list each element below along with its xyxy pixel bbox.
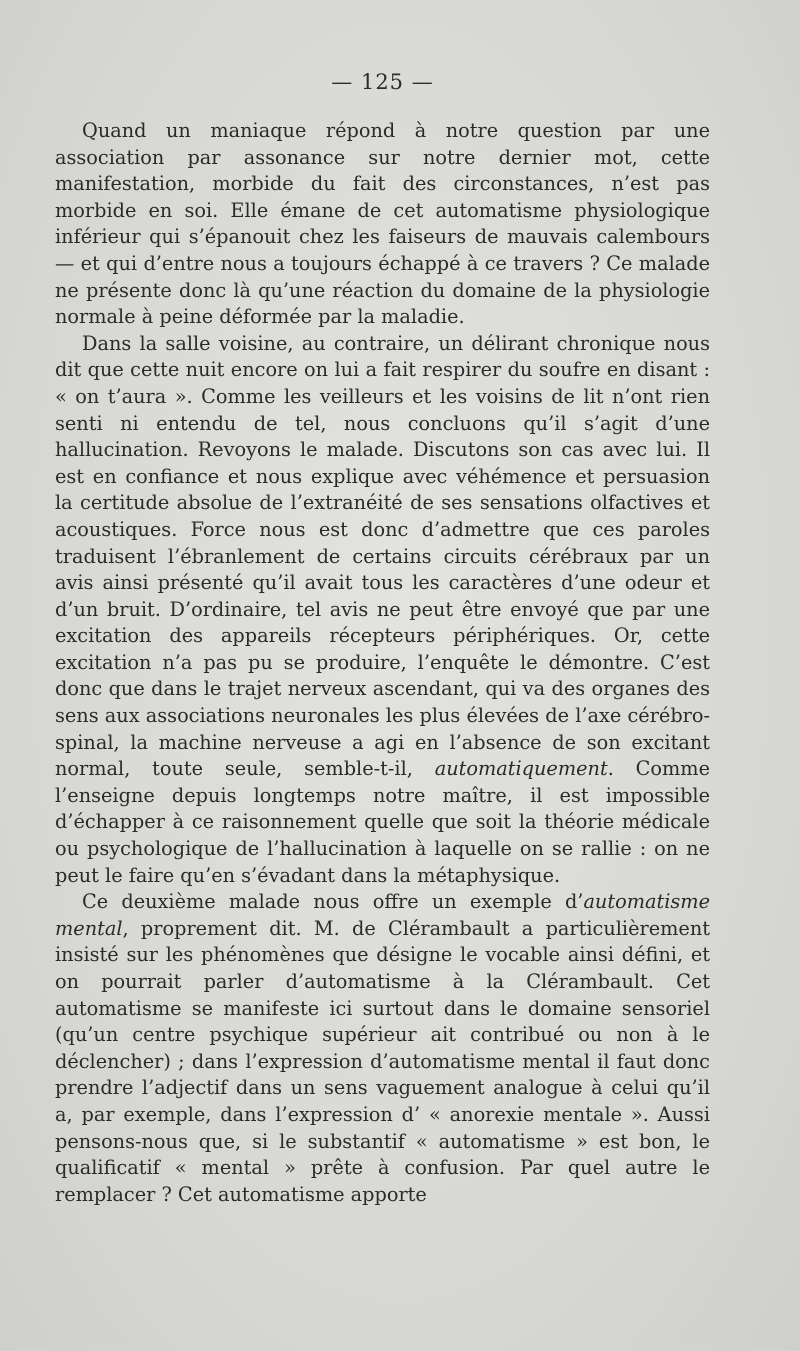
paragraph-2 xyxy=(55,331,710,889)
paragraph-1 xyxy=(55,118,710,331)
book-page xyxy=(55,70,710,1208)
text-run: . Comme l’enseigne depuis longtemps notre maître, il est impossible d’échapper à ce raisonnement quelle que soit la théorie médicale ou psychologique de l’hallucination à laquelle on se rallie : on ne peut le faire qu’en s’évadant dans la métaphysique. xyxy=(55,757,710,887)
body-text xyxy=(55,118,710,1208)
page-number: — 125 — xyxy=(331,70,434,94)
text-run: Dans la salle voisine, au contraire, un délirant chronique nous dit que cette nuit encore on lui a fait respirer du soufre en disant : « on t’aura ». Comme les veilleurs et les voisins de lit n’ont rien senti ni entendu de tel, nous concluons qu’il s’agit d’une hallucination. Revoyons le malade. Discutons son cas avec lui. Il est en confiance et nous explique avec véhémence et persuasion la certitude absolue de l’extranéité de ses sensations olfactives et acoustiques. Force nous est donc d’admettre que ces paroles traduisent l’ébranlement de certains circuits cérébraux par un avis ainsi présenté qu’il avait tous les caractères d’une odeur et d’un bruit. D’ordinaire, tel avis ne peut être envoyé que par une excitation des appareils récepteurs périphériques. Or, cette excitation n’a pas pu se produire, l’enquête le démontre. C’est donc que dans le trajet nerveux ascendant, qui va des organes des sens aux associations neuronales les plus élevées de l’axe cérébro-spinal, la machine nerveuse a agi en l’absence de son excitant normal, toute seule, semble-t-il, xyxy=(55,331,710,781)
italic-text: automatisme mental xyxy=(55,890,710,940)
text-run: Ce deuxième malade nous offre un exemple d’ xyxy=(82,890,584,914)
text-run: , proprement dit. M. de Clérambault a particulièrement insisté sur les phénomènes que désigne le vocable ainsi défini, et on pourrait parler d’automatisme à la Clérambault. Cet automatisme se manifeste ici surtout dans le domaine sensoriel (qu’un centre psychique supérieur ait contribué ou non à le déclencher) ; dans l’expression d’automatisme mental il faut donc prendre l’adjectif dans un sens vaguement analogue à celui qu’il a, par exemple, dans l’expression d’ « anorexie mentale ». Aussi pensons-nous que, si le substantif « automatisme » est bon, le qualificatif « mental » prête à confusion. Par quel autre le remplacer ? Cet automatisme apporte xyxy=(55,916,710,1206)
paragraph-3 xyxy=(55,889,710,1208)
italic-text: automatiquement xyxy=(434,757,608,781)
text-run: Quand un maniaque répond à notre question par une association par assonance sur notre dernier mot, cette manifestation, morbide du fait des circonstances, n’est pas morbide en soi. Elle émane de cet automatisme physiologique inférieur qui s’épanouit chez les faiseurs de mauvais calembours — et qui d’entre nous a toujours échappé à ce travers ? Ce malade ne présente donc là qu’une réaction du domaine de la physiologie normale à peine déformée par la maladie. xyxy=(55,119,710,329)
